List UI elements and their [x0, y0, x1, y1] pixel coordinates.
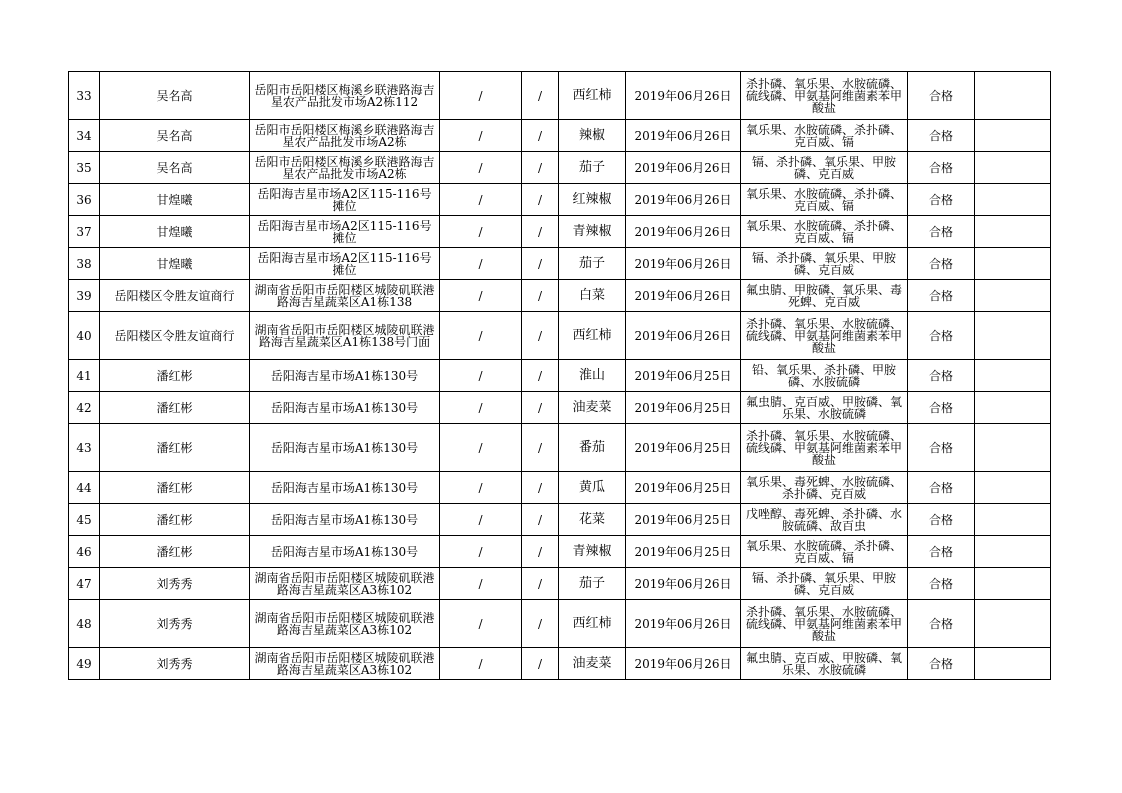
vendor-address-cell: 岳阳海吉星市场A1栋130号 — [250, 536, 440, 568]
vendor-address-cell: 岳阳海吉星市场A1栋130号 — [250, 360, 440, 392]
column-4-cell: / — [522, 72, 559, 120]
remark-cell — [975, 392, 1051, 424]
remark-cell — [975, 648, 1051, 680]
table-row — [69, 536, 1051, 568]
sample-name-cell: 辣椒 — [559, 120, 626, 152]
row-number-cell: 40 — [69, 312, 100, 360]
result-cell: 合格 — [908, 72, 975, 120]
sample-name-cell: 西红柿 — [559, 600, 626, 648]
vendor-name-cell: 岳阳楼区令胜友谊商行 — [100, 280, 250, 312]
sample-name-cell: 青辣椒 — [559, 536, 626, 568]
column-4-cell: / — [522, 216, 559, 248]
remark-cell — [975, 472, 1051, 504]
sampling-date-cell: 2019年06月25日 — [626, 392, 741, 424]
table-row — [69, 392, 1051, 424]
column-4-cell: / — [522, 568, 559, 600]
column-3-cell: / — [440, 392, 522, 424]
vendor-address-cell: 岳阳海吉星市场A2区115-116号摊位 — [250, 216, 440, 248]
test-items-cell: 氧乐果、水胺硫磷、杀扑磷、克百威、镉 — [741, 120, 908, 152]
test-items-cell: 氧乐果、毒死蜱、水胺硫磷、杀扑磷、克百威 — [741, 472, 908, 504]
table-row — [69, 360, 1051, 392]
column-4-cell: / — [522, 120, 559, 152]
column-3-cell: / — [440, 280, 522, 312]
sampling-date-cell: 2019年06月26日 — [626, 152, 741, 184]
table-row — [69, 72, 1051, 120]
sample-name-cell: 花菜 — [559, 504, 626, 536]
vendor-name-cell: 潘红彬 — [100, 360, 250, 392]
result-cell: 合格 — [908, 504, 975, 536]
table-row — [69, 600, 1051, 648]
result-cell: 合格 — [908, 152, 975, 184]
result-cell: 合格 — [908, 216, 975, 248]
sampling-date-cell: 2019年06月26日 — [626, 312, 741, 360]
column-3-cell: / — [440, 424, 522, 472]
vendor-name-cell: 甘煌曦 — [100, 216, 250, 248]
vendor-address-cell: 岳阳市岳阳楼区梅溪乡联港路海吉星农产品批发市场A2栋 — [250, 152, 440, 184]
sample-name-cell: 红辣椒 — [559, 184, 626, 216]
vendor-address-cell: 岳阳海吉星市场A2区115-116号摊位 — [250, 248, 440, 280]
vendor-name-cell: 刘秀秀 — [100, 600, 250, 648]
row-number-cell: 39 — [69, 280, 100, 312]
table-row — [69, 504, 1051, 536]
table-row — [69, 312, 1051, 360]
remark-cell — [975, 248, 1051, 280]
row-number-cell: 43 — [69, 424, 100, 472]
remark-cell — [975, 504, 1051, 536]
remark-cell — [975, 72, 1051, 120]
test-items-cell: 镉、杀扑磷、氧乐果、甲胺磷、克百威 — [741, 152, 908, 184]
sampling-date-cell: 2019年06月26日 — [626, 648, 741, 680]
column-3-cell: / — [440, 184, 522, 216]
column-3-cell: / — [440, 72, 522, 120]
sample-name-cell: 茄子 — [559, 152, 626, 184]
result-cell: 合格 — [908, 392, 975, 424]
test-items-cell: 杀扑磷、氧乐果、水胺硫磷、硫线磷、甲氨基阿维菌素苯甲酸盐 — [741, 312, 908, 360]
column-4-cell: / — [522, 280, 559, 312]
row-number-cell: 49 — [69, 648, 100, 680]
column-3-cell: / — [440, 568, 522, 600]
remark-cell — [975, 312, 1051, 360]
vendor-address-cell: 湖南省岳阳市岳阳楼区城陵矶联港路海吉星蔬菜区A3栋102 — [250, 600, 440, 648]
result-cell: 合格 — [908, 184, 975, 216]
column-3-cell: / — [440, 648, 522, 680]
column-4-cell: / — [522, 600, 559, 648]
test-items-cell: 氧乐果、水胺硫磷、杀扑磷、克百威、镉 — [741, 216, 908, 248]
vendor-address-cell: 岳阳海吉星市场A1栋130号 — [250, 472, 440, 504]
column-4-cell: / — [522, 312, 559, 360]
row-number-cell: 37 — [69, 216, 100, 248]
sampling-date-cell: 2019年06月26日 — [626, 72, 741, 120]
result-cell: 合格 — [908, 360, 975, 392]
column-4-cell: / — [522, 152, 559, 184]
column-4-cell: / — [522, 424, 559, 472]
test-items-cell: 戊唑醇、毒死蜱、杀扑磷、水胺硫磷、敌百虫 — [741, 504, 908, 536]
row-number-cell: 41 — [69, 360, 100, 392]
row-number-cell: 48 — [69, 600, 100, 648]
sampling-date-cell: 2019年06月25日 — [626, 472, 741, 504]
test-items-cell: 杀扑磷、氧乐果、水胺硫磷、硫线磷、甲氨基阿维菌素苯甲酸盐 — [741, 600, 908, 648]
test-items-cell: 氟虫腈、克百威、甲胺磷、氧乐果、水胺硫磷 — [741, 648, 908, 680]
remark-cell — [975, 600, 1051, 648]
vendor-address-cell: 岳阳海吉星市场A1栋130号 — [250, 392, 440, 424]
vendor-address-cell: 岳阳市岳阳楼区梅溪乡联港路海吉星农产品批发市场A2栋 — [250, 120, 440, 152]
test-items-cell: 镉、杀扑磷、氧乐果、甲胺磷、克百威 — [741, 248, 908, 280]
sample-name-cell: 青辣椒 — [559, 216, 626, 248]
table-row — [69, 216, 1051, 248]
inspection-results-table — [68, 71, 1051, 680]
vendor-name-cell: 吴名高 — [100, 152, 250, 184]
result-cell: 合格 — [908, 120, 975, 152]
row-number-cell: 47 — [69, 568, 100, 600]
vendor-address-cell: 岳阳海吉星市场A1栋130号 — [250, 504, 440, 536]
result-cell: 合格 — [908, 424, 975, 472]
row-number-cell: 36 — [69, 184, 100, 216]
column-3-cell: / — [440, 360, 522, 392]
sampling-date-cell: 2019年06月26日 — [626, 120, 741, 152]
vendor-name-cell: 甘煌曦 — [100, 248, 250, 280]
vendor-name-cell: 刘秀秀 — [100, 568, 250, 600]
remark-cell — [975, 424, 1051, 472]
column-3-cell: / — [440, 312, 522, 360]
column-3-cell: / — [440, 600, 522, 648]
table-row — [69, 472, 1051, 504]
result-cell: 合格 — [908, 248, 975, 280]
sample-name-cell: 西红柿 — [559, 312, 626, 360]
test-items-cell: 氟虫腈、甲胺磷、氧乐果、毒死蜱、克百威 — [741, 280, 908, 312]
sampling-date-cell: 2019年06月25日 — [626, 504, 741, 536]
row-number-cell: 44 — [69, 472, 100, 504]
remark-cell — [975, 152, 1051, 184]
result-cell: 合格 — [908, 600, 975, 648]
table-row — [69, 248, 1051, 280]
column-4-cell: / — [522, 536, 559, 568]
vendor-name-cell: 岳阳楼区令胜友谊商行 — [100, 312, 250, 360]
vendor-address-cell: 湖南省岳阳市岳阳楼区城陵矶联港路海吉星蔬菜区A3栋102 — [250, 648, 440, 680]
sample-name-cell: 西红柿 — [559, 72, 626, 120]
result-cell: 合格 — [908, 536, 975, 568]
table-row — [69, 424, 1051, 472]
sample-name-cell: 番茄 — [559, 424, 626, 472]
vendor-name-cell: 刘秀秀 — [100, 648, 250, 680]
vendor-name-cell: 潘红彬 — [100, 392, 250, 424]
table-row — [69, 648, 1051, 680]
column-3-cell: / — [440, 120, 522, 152]
result-cell: 合格 — [908, 280, 975, 312]
result-cell: 合格 — [908, 648, 975, 680]
sample-name-cell: 茄子 — [559, 248, 626, 280]
column-3-cell: / — [440, 536, 522, 568]
sampling-date-cell: 2019年06月26日 — [626, 248, 741, 280]
vendor-name-cell: 潘红彬 — [100, 472, 250, 504]
sampling-date-cell: 2019年06月26日 — [626, 600, 741, 648]
sample-name-cell: 茄子 — [559, 568, 626, 600]
sampling-date-cell: 2019年06月26日 — [626, 280, 741, 312]
column-3-cell: / — [440, 248, 522, 280]
column-3-cell: / — [440, 472, 522, 504]
row-number-cell: 45 — [69, 504, 100, 536]
sampling-date-cell: 2019年06月25日 — [626, 536, 741, 568]
test-items-cell: 氧乐果、水胺硫磷、杀扑磷、克百威、镉 — [741, 536, 908, 568]
test-items-cell: 铅、氧乐果、杀扑磷、甲胺磷、水胺硫磷 — [741, 360, 908, 392]
table-row — [69, 280, 1051, 312]
vendor-name-cell: 潘红彬 — [100, 424, 250, 472]
row-number-cell: 34 — [69, 120, 100, 152]
result-cell: 合格 — [908, 312, 975, 360]
row-number-cell: 35 — [69, 152, 100, 184]
sample-name-cell: 白菜 — [559, 280, 626, 312]
table-row — [69, 152, 1051, 184]
vendor-address-cell: 岳阳市岳阳楼区梅溪乡联港路海吉星农产品批发市场A2栋112 — [250, 72, 440, 120]
column-4-cell: / — [522, 504, 559, 536]
vendor-address-cell: 岳阳海吉星市场A1栋130号 — [250, 424, 440, 472]
row-number-cell: 42 — [69, 392, 100, 424]
sampling-date-cell: 2019年06月26日 — [626, 216, 741, 248]
row-number-cell: 46 — [69, 536, 100, 568]
column-4-cell: / — [522, 248, 559, 280]
result-cell: 合格 — [908, 568, 975, 600]
column-4-cell: / — [522, 472, 559, 504]
sampling-date-cell: 2019年06月26日 — [626, 184, 741, 216]
test-items-cell: 镉、杀扑磷、氧乐果、甲胺磷、克百威 — [741, 568, 908, 600]
sample-name-cell: 油麦菜 — [559, 392, 626, 424]
vendor-name-cell: 吴名高 — [100, 120, 250, 152]
remark-cell — [975, 120, 1051, 152]
vendor-address-cell: 湖南省岳阳市岳阳楼区城陵矶联港路海吉星蔬菜区A1栋138号门面 — [250, 312, 440, 360]
test-items-cell: 杀扑磷、氧乐果、水胺硫磷、硫线磷、甲氨基阿维菌素苯甲酸盐 — [741, 72, 908, 120]
remark-cell — [975, 216, 1051, 248]
column-4-cell: / — [522, 392, 559, 424]
sampling-date-cell: 2019年06月26日 — [626, 568, 741, 600]
test-items-cell: 氧乐果、水胺硫磷、杀扑磷、克百威、镉 — [741, 184, 908, 216]
column-3-cell: / — [440, 504, 522, 536]
column-4-cell: / — [522, 648, 559, 680]
sample-name-cell: 淮山 — [559, 360, 626, 392]
vendor-address-cell: 湖南省岳阳市岳阳楼区城陵矶联港路海吉星蔬菜区A3栋102 — [250, 568, 440, 600]
column-3-cell: / — [440, 152, 522, 184]
sample-name-cell: 油麦菜 — [559, 648, 626, 680]
vendor-name-cell: 潘红彬 — [100, 536, 250, 568]
table-row — [69, 184, 1051, 216]
table-row — [69, 568, 1051, 600]
column-3-cell: / — [440, 216, 522, 248]
vendor-name-cell: 吴名高 — [100, 72, 250, 120]
result-cell: 合格 — [908, 472, 975, 504]
vendor-address-cell: 岳阳海吉星市场A2区115-116号摊位 — [250, 184, 440, 216]
sampling-date-cell: 2019年06月25日 — [626, 360, 741, 392]
remark-cell — [975, 184, 1051, 216]
vendor-name-cell: 甘煌曦 — [100, 184, 250, 216]
vendor-name-cell: 潘红彬 — [100, 504, 250, 536]
test-items-cell: 杀扑磷、氧乐果、水胺硫磷、硫线磷、甲氨基阿维菌素苯甲酸盐 — [741, 424, 908, 472]
test-items-cell: 氟虫腈、克百威、甲胺磷、氧乐果、水胺硫磷 — [741, 392, 908, 424]
table-row — [69, 120, 1051, 152]
remark-cell — [975, 280, 1051, 312]
vendor-address-cell: 湖南省岳阳市岳阳楼区城陵矶联港路海吉星蔬菜区A1栋138 — [250, 280, 440, 312]
column-4-cell: / — [522, 184, 559, 216]
table-body — [69, 72, 1051, 680]
row-number-cell: 33 — [69, 72, 100, 120]
remark-cell — [975, 536, 1051, 568]
sample-name-cell: 黄瓜 — [559, 472, 626, 504]
remark-cell — [975, 360, 1051, 392]
sampling-date-cell: 2019年06月25日 — [626, 424, 741, 472]
column-4-cell: / — [522, 360, 559, 392]
remark-cell — [975, 568, 1051, 600]
row-number-cell: 38 — [69, 248, 100, 280]
